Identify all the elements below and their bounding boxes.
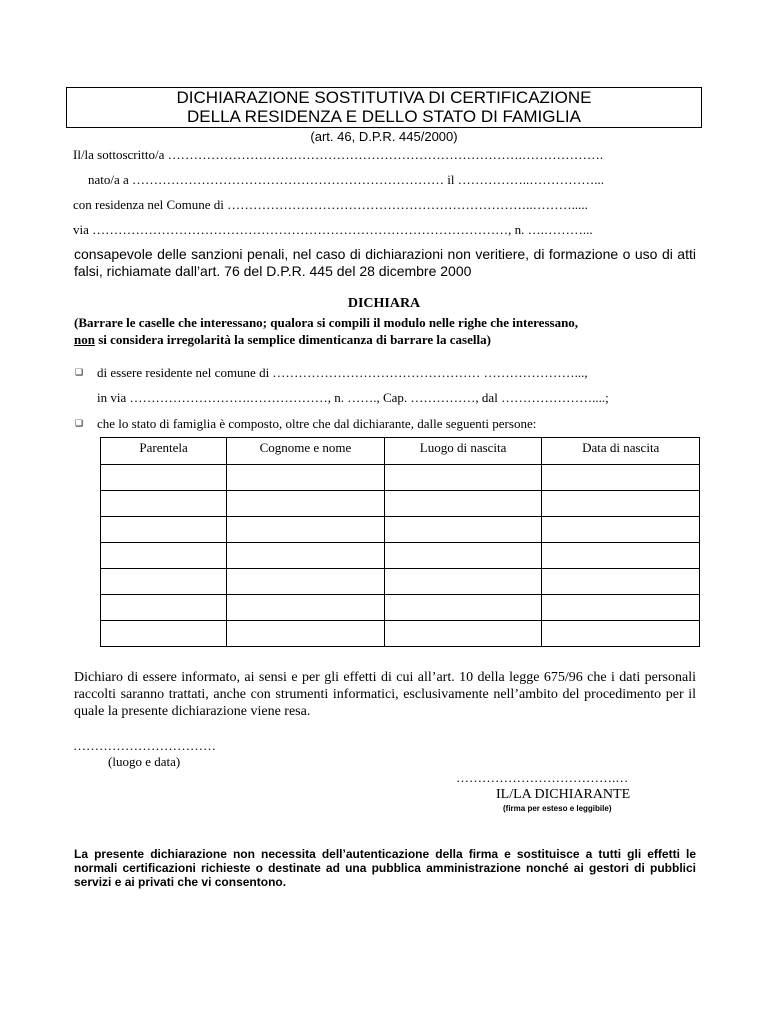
table-cell[interactable]	[227, 621, 385, 647]
table-row	[101, 543, 700, 569]
option-famiglia: che lo stato di famiglia è composto, oltre che dal dichiarante, dalle seguenti persone:	[97, 416, 537, 431]
field-nato: nato/a a ……………………………………………………………… il ……………..……………...	[88, 172, 605, 187]
table-row	[101, 465, 700, 491]
dichiara-heading: DICHIARA	[347, 296, 421, 311]
footer-note: La presente dichiarazione non necessita dell’autenticazione della firma e sostituisce a tutti gli effetti le normali certificazioni richieste o destinate ad una pubblica amministrazione nonché ai gestori di pubblici servizi e ai privati che vi consentono.	[74, 847, 696, 889]
table-cell[interactable]	[384, 543, 542, 569]
luogo-dots: ……………………………	[73, 738, 216, 753]
table-cell[interactable]	[101, 543, 227, 569]
table-cell[interactable]	[101, 491, 227, 517]
table-cell[interactable]	[101, 595, 227, 621]
table-cell[interactable]	[542, 569, 700, 595]
firma-label: IL/LA DICHIARANTE	[496, 787, 631, 802]
family-table	[100, 437, 700, 647]
checkbox-icon[interactable]: ❑	[75, 367, 84, 377]
table-cell[interactable]	[384, 465, 542, 491]
consapevole-paragraph: consapevole delle sanzioni penali, nel caso di dichiarazioni non veritiere, di formazione o uso di atti falsi, richiamate dall’art. 76 del D.P.R. 445 del 28 dicembre 2000	[74, 246, 696, 279]
field-via: via ……………………………………………………………………………………, n. ….………...	[73, 222, 593, 237]
table-row	[101, 621, 700, 647]
table-cell[interactable]	[101, 569, 227, 595]
table-cell[interactable]	[384, 491, 542, 517]
table-row	[101, 491, 700, 517]
table-cell[interactable]	[227, 517, 385, 543]
table-header-cell: Cognome e nome	[227, 438, 385, 465]
table-cell[interactable]	[384, 569, 542, 595]
table-cell[interactable]	[227, 491, 385, 517]
field-sottoscritto: Il/la sottoscritto/a ……………………………………………………………………….……………….	[73, 147, 604, 162]
privacy-paragraph: Dichiaro di essere informato, ai sensi e per gli effetti di cui all’art. 10 della legge 675/96 che i dati personali raccolti saranno trattati, anche con strumenti informatici, esclusivamente nell’ambito del procedimento per il quale la presente dichiarazione viene resa.	[74, 670, 696, 719]
table-cell[interactable]	[384, 621, 542, 647]
title-line-2: DELLA RESIDENZA E DELLO STATO DI FAMIGLIA	[187, 107, 581, 126]
table-cell[interactable]	[227, 465, 385, 491]
title-line-1: DICHIARAZIONE SOSTITUTIVA DI CERTIFICAZIONE	[176, 88, 592, 107]
table-cell[interactable]	[542, 517, 700, 543]
table-header-row	[101, 438, 700, 465]
table-cell[interactable]	[542, 595, 700, 621]
option-residente: di essere residente nel comune di ………………………………………… …………………...,	[97, 365, 588, 380]
table-header-cell: Luogo di nascita	[384, 438, 542, 465]
table-header-cell: Data di nascita	[542, 438, 700, 465]
table-cell[interactable]	[101, 465, 227, 491]
title-box	[66, 87, 702, 128]
table-cell[interactable]	[101, 621, 227, 647]
checkbox-icon[interactable]: ❑	[75, 418, 84, 428]
table-row	[101, 569, 700, 595]
dichiara-note-post: si considera irregolarità la semplice dimenticanza di barrare la casella)	[94, 332, 491, 347]
table-cell[interactable]	[384, 517, 542, 543]
field-residenza: con residenza nel Comune di ……………………………………………………………..……….....	[73, 197, 588, 212]
table-header-cell: Parentela	[101, 438, 227, 465]
dichiara-note-pre: (Barrare le caselle che interessano; qualora si compili il modulo nelle righe che interessano,	[74, 315, 579, 330]
table-cell[interactable]	[227, 543, 385, 569]
firma-dots: ……………………………….…	[456, 770, 629, 785]
firma-note: (firma per esteso e leggibile)	[503, 804, 612, 813]
table-cell[interactable]	[384, 595, 542, 621]
table-cell[interactable]	[542, 543, 700, 569]
table-cell[interactable]	[227, 595, 385, 621]
table-row	[101, 517, 700, 543]
luogo-label: (luogo e data)	[108, 754, 181, 769]
table-cell[interactable]	[542, 621, 700, 647]
table-cell[interactable]	[227, 569, 385, 595]
table-cell[interactable]	[542, 465, 700, 491]
table-cell[interactable]	[101, 517, 227, 543]
table-cell[interactable]	[542, 491, 700, 517]
dichiara-note-non: non	[74, 332, 95, 347]
table-row	[101, 595, 700, 621]
option-in-via: in via ……………………….………………, n. ……., Cap. ……………, dal …………………....;	[97, 390, 609, 405]
dichiara-note	[74, 314, 696, 348]
law-reference: (art. 46, D.P.R. 445/2000)	[310, 129, 458, 144]
